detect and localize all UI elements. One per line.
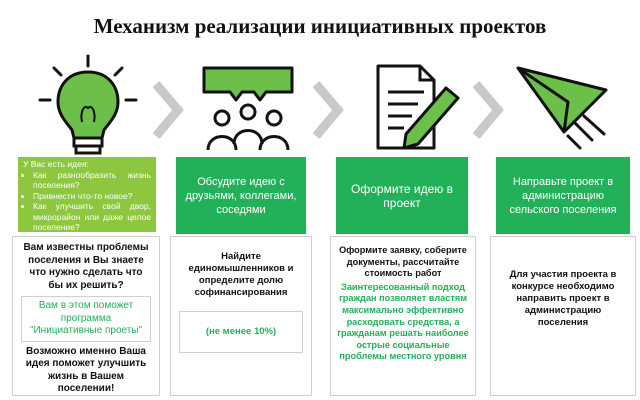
step-1-bullet-list bbox=[23, 170, 151, 233]
step-4-text: Для участия проекта в конкурсе необходимо направить проект в администрацию поселения bbox=[509, 269, 617, 328]
list-item: • Как улучшить свой двор, микрорайон или даже целое поселение? bbox=[33, 201, 151, 232]
step-2-highlight: (не менее 10%) bbox=[205, 326, 277, 337]
chevron-right-icon bbox=[150, 78, 184, 142]
step-1-closing: Возможно именно Ваша идея поможет улучшить жизнь в Вашем поселении! bbox=[25, 345, 147, 394]
step-1-body bbox=[12, 236, 160, 396]
page-title: Механизм реализации инициативных проектов bbox=[93, 14, 547, 38]
step-3-header-text: Оформите идею в проект bbox=[351, 181, 453, 210]
chevron-right-icon bbox=[310, 78, 344, 142]
program-prefix: Вам в этом поможет программа bbox=[38, 300, 134, 324]
step-1-header bbox=[18, 157, 156, 232]
step-3-highlight: Заинтересованный подход граждан позволяет властям максимально эффективно расходовать средства, а гражданам решать наиболее острые социальные проблемы местного уровня bbox=[337, 281, 469, 362]
step-2-header-text: Обсудите идею с друзьями, коллегами, соседями bbox=[185, 175, 297, 216]
step-3-body bbox=[330, 236, 476, 396]
step-4-header-text: Направьте проект в администрацию сельского поселения bbox=[509, 175, 617, 216]
program-name: "Инициативные проеты" bbox=[29, 325, 143, 336]
chevron-right-icon bbox=[470, 78, 504, 142]
step-2-header bbox=[176, 157, 306, 234]
step-1-question: Вам известны проблемы поселения и Вы знаете что нужно сделать что бы их решить? bbox=[23, 242, 149, 291]
step-2-text: Найдите единомышленников и определите долю софинансирования bbox=[188, 251, 294, 298]
lightbulb-icon bbox=[36, 52, 140, 158]
document-pen-icon bbox=[368, 62, 464, 154]
program-callout bbox=[21, 296, 151, 342]
step-3-header bbox=[336, 157, 468, 234]
step-4-body bbox=[490, 236, 636, 396]
people-discussion-icon bbox=[198, 64, 298, 156]
list-item: • Как разнообразить жизнь поселения? bbox=[33, 170, 151, 191]
step-3-text: Оформите заявку, соберите документы, рассчитайте стоимость работ bbox=[339, 245, 467, 279]
paper-plane-icon bbox=[512, 62, 612, 154]
step-1-intro: У Вас есть идея: bbox=[23, 159, 89, 169]
step-2-body bbox=[170, 236, 312, 396]
list-item: • Привнести что-то новое? bbox=[33, 191, 151, 202]
step-4-header bbox=[496, 157, 630, 234]
cofinancing-callout bbox=[179, 311, 303, 353]
